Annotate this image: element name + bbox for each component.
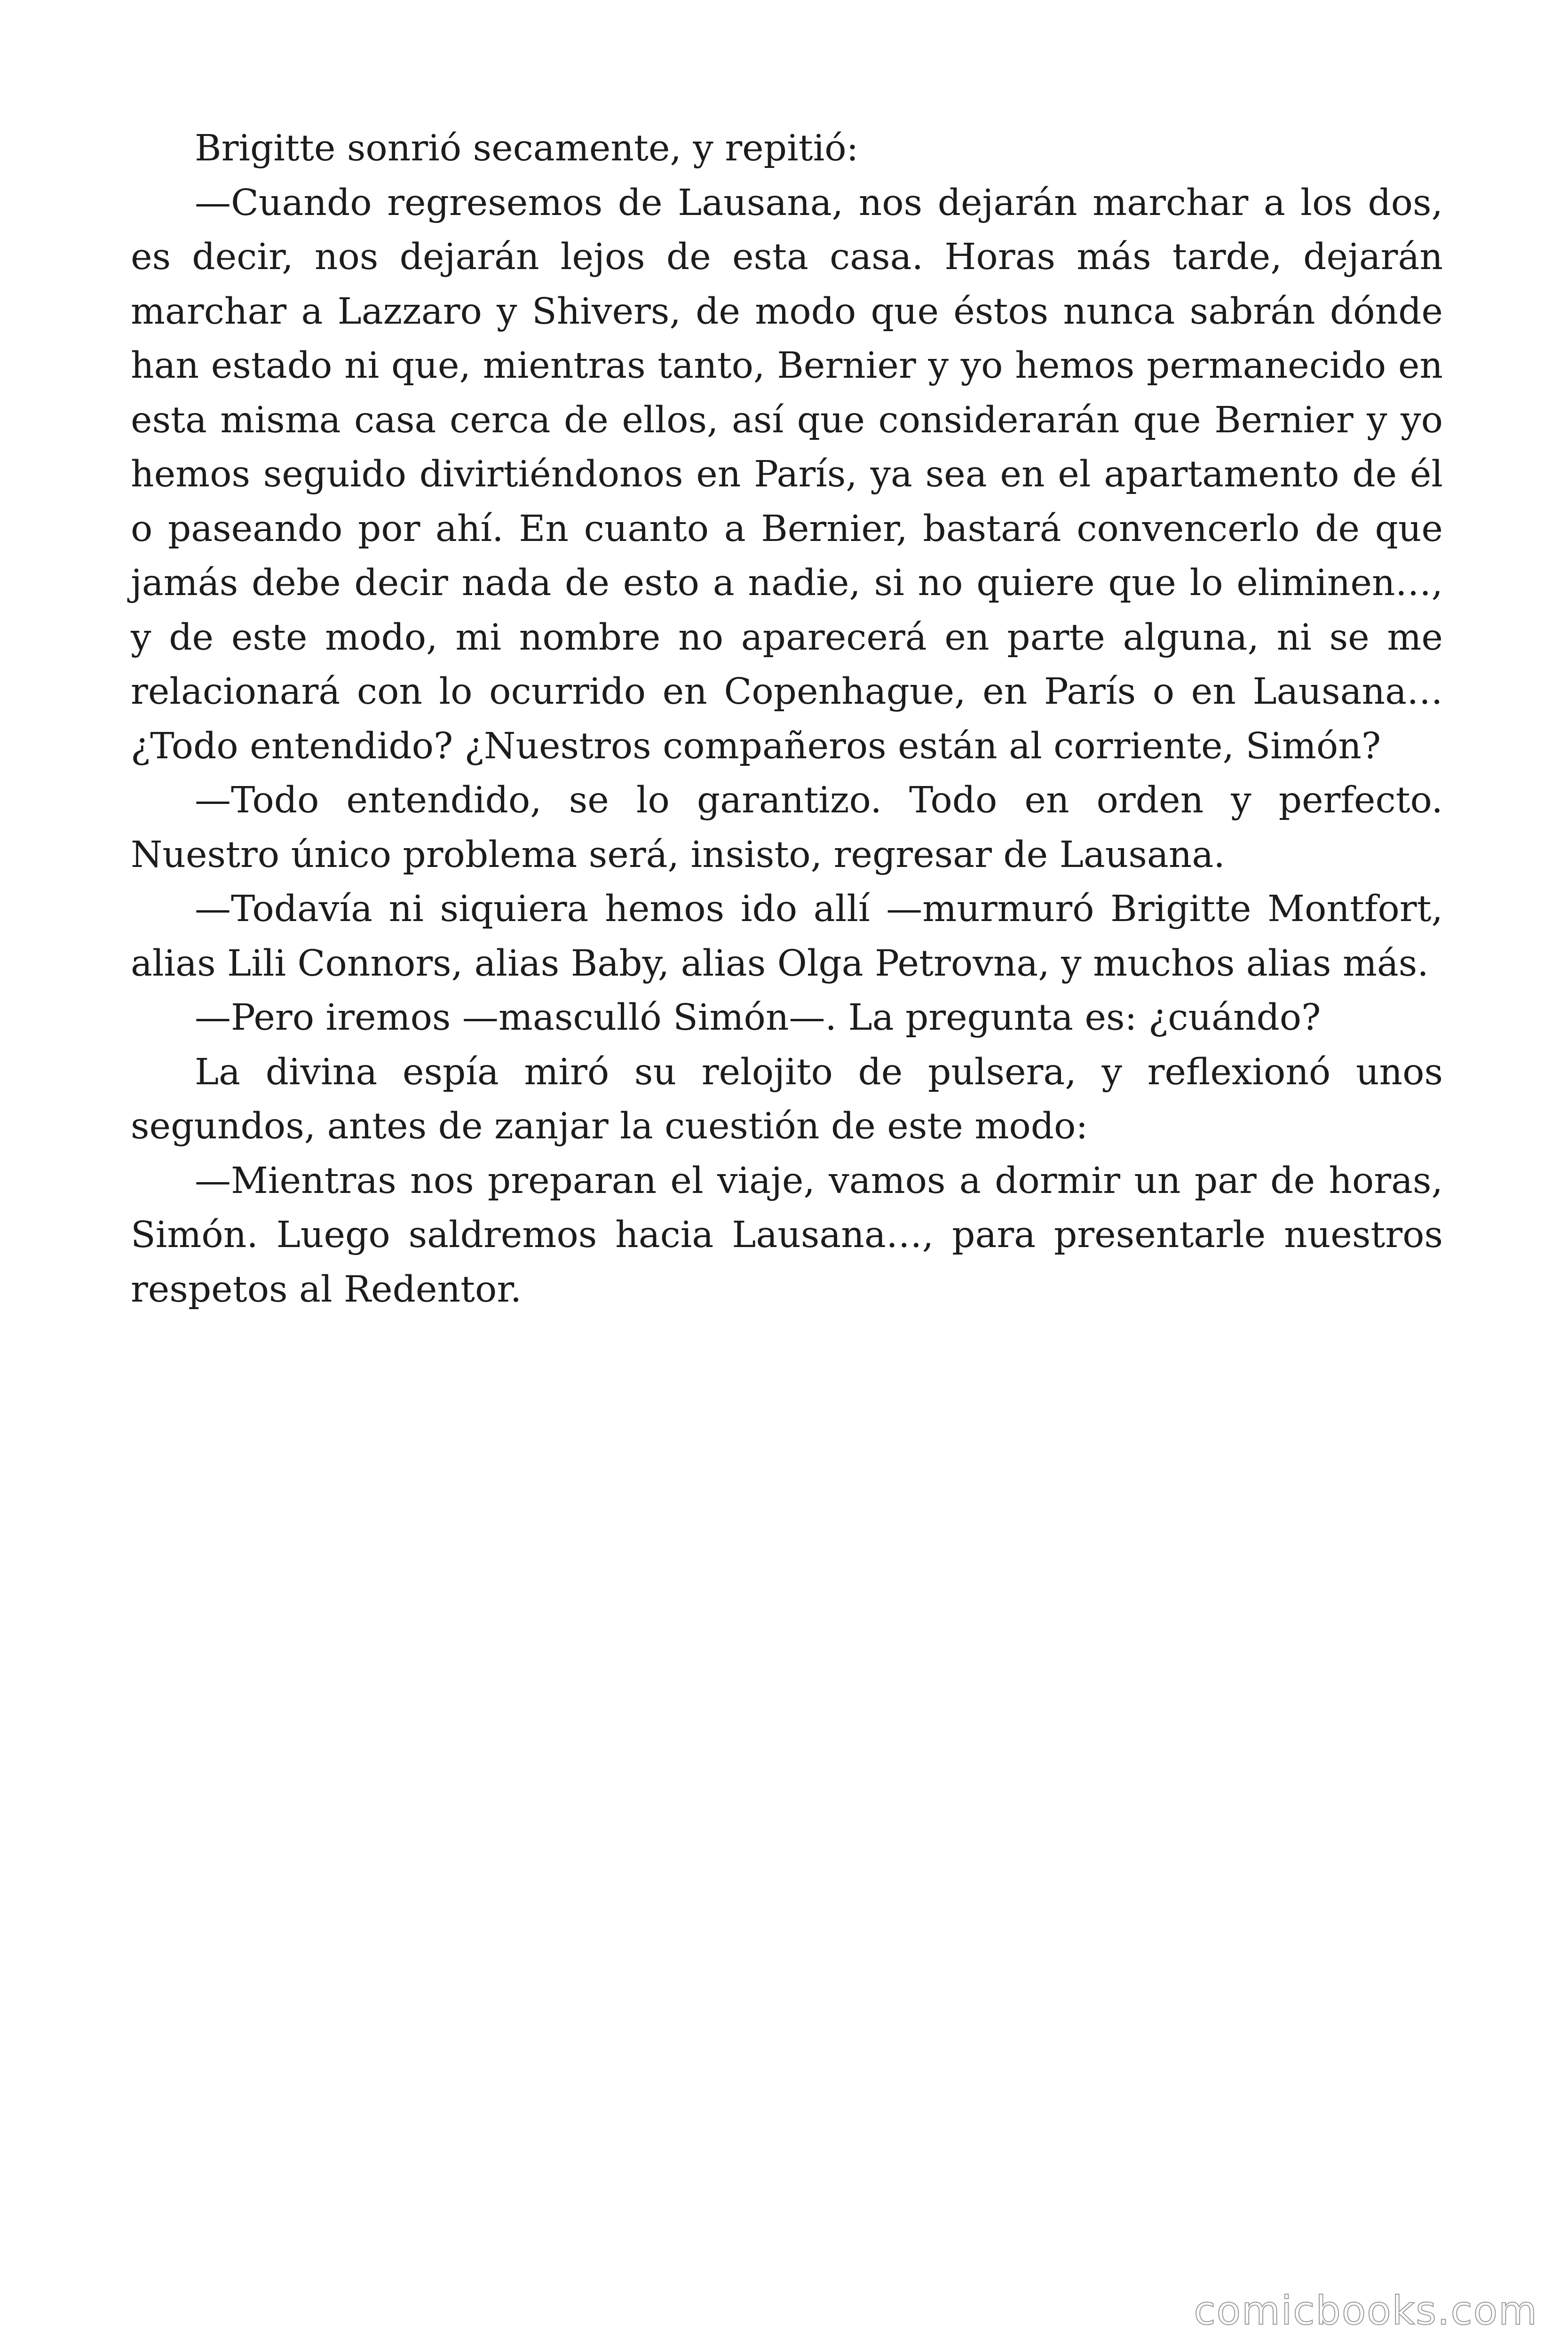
paragraph: La divina espía miró su relojito de pulsera, y reflexionó unos segundos, antes de zanjar la cuestión de este modo: — [131, 1051, 1443, 1147]
body-text — [131, 121, 1443, 1317]
paragraph: —Pero iremos —masculló Simón—. La pregunta es: ¿cuándo? — [195, 997, 1321, 1039]
paragraph: Brigitte sonrió secamente, y repitió: — [195, 127, 859, 169]
paragraph: —Todavía ni siquiera hemos ido allí —murmuró Brigitte Montfort, alias Lili Connors, alias Baby, alias Olga Petrovna, y muchos alias más. — [131, 888, 1443, 985]
paragraph: —Todo entendido, se lo garantizo. Todo en orden y perfecto. Nuestro único problema será, insisto, regresar de Lausana. — [131, 779, 1443, 876]
paragraph: —Cuando regresemos de Lausana, nos dejarán marchar a los dos, es decir, nos dejarán lejos de esta casa. Horas más tarde, dejarán marchar a Lazzaro y Shivers, de modo que éstos nunca sabrán dónde han estado ni que, mientras tanto, Bernier y yo hemos permanecido en esta misma casa cerca de ellos, así que considerarán que Bernier y yo hemos seguido divirtiéndonos en París, ya sea en el apartamento de él o paseando por ahí. En cuanto a Bernier, bastará convencerlo de que jamás debe decir nada de esto a nadie, si no quiere que lo eliminen…, y de este modo, mi nombre no aparecerá en parte alguna, ni se me relacionará con lo ocurrido en Copenhague, en París o en Lausana… ¿Todo entendido? ¿Nuestros compañeros están al corriente, Simón? — [131, 182, 1443, 767]
watermark: comicbooks.com — [1194, 2288, 1538, 2334]
paragraph: —Mientras nos preparan el viaje, vamos a dormir un par de horas, Simón. Luego saldremos hacia Lausana…, para presentarle nuestros respetos al Redentor. — [131, 1160, 1443, 1311]
